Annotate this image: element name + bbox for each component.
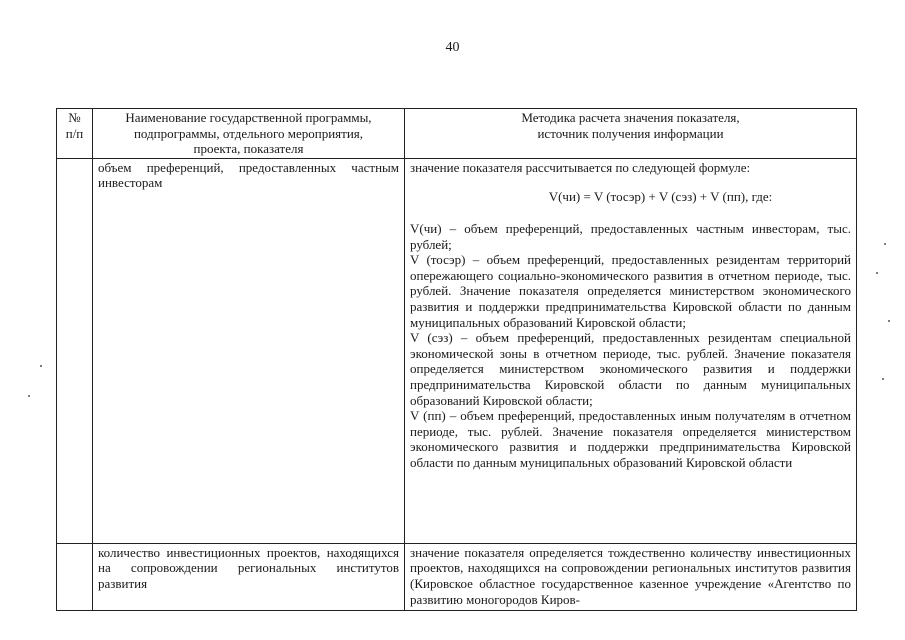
row-number-cell <box>57 158 93 543</box>
header-method: Методика расчета значения показателя, источник получения информации <box>405 109 857 159</box>
table-row <box>57 543 857 610</box>
definition-item: V(чи) – объем преференций, предоставленных частным инвесторам, тыс. рублей; <box>410 220 851 252</box>
method-cell: значение показателя определяется тождественно количеству инвестиционных проектов, находящихся на сопровождении региональных институтов развития (Кировское областное государственное казенное учреждение «Агентство по развитию моногородов Киров- <box>405 543 857 610</box>
scan-speck <box>888 320 890 322</box>
definition-item: V (тосэр) – объем преференций, предоставленных резидентам территорий опережающего социально-экономического развития в отчетном периоде, тыс. рублей. Значение показателя определяется министерством экономического развития и поддержки предпринимательства Кировской области по данным муниципальных образований Кировской области; <box>410 252 851 330</box>
scan-speck <box>884 243 886 245</box>
method-cell <box>405 158 857 543</box>
scan-speck <box>876 272 878 274</box>
page-number: 40 <box>445 40 460 55</box>
table-header-row <box>57 109 857 159</box>
formula: V(чи) = V (тосэр) + V (сэз) + V (пп), где: <box>548 189 773 205</box>
header-name: Наименование государственной программы, подпрограммы, отдельного мероприятия, проекта, показателя <box>93 109 405 159</box>
scan-speck <box>882 378 884 380</box>
row-number-cell <box>57 543 93 610</box>
indicator-name-cell: объем преференций, предоставленных частным инвесторам <box>93 158 405 543</box>
indicators-table <box>56 108 857 611</box>
header-number: № п/п <box>57 109 93 159</box>
scan-speck <box>40 365 42 367</box>
page-crop-edge <box>0 615 905 640</box>
table-row <box>57 158 857 543</box>
definition-item: V (сэз) – объем преференций, предоставленных резидентам специальной экономической зоны в отчетном периоде, тыс. рублей. Значение показателя определяется министерством экономического развития и поддержки предпринимательства Кировской области по данным муниципальных образований Кировской области; <box>410 330 851 408</box>
definition-item: V (пп) – объем преференций, предоставленных иным получателям в отчетном периоде, тыс. рублей. Значение показателя определяется министерством экономического развития и поддержки предпринимательства Кировской области по данным муниципальных образований Кировской области <box>410 408 851 470</box>
scan-speck <box>28 395 30 397</box>
method-intro: значение показателя рассчитывается по следующей формуле: <box>410 159 751 175</box>
indicator-name-cell: количество инвестиционных проектов, находящихся на сопровождении региональных институтов развития <box>93 543 405 610</box>
